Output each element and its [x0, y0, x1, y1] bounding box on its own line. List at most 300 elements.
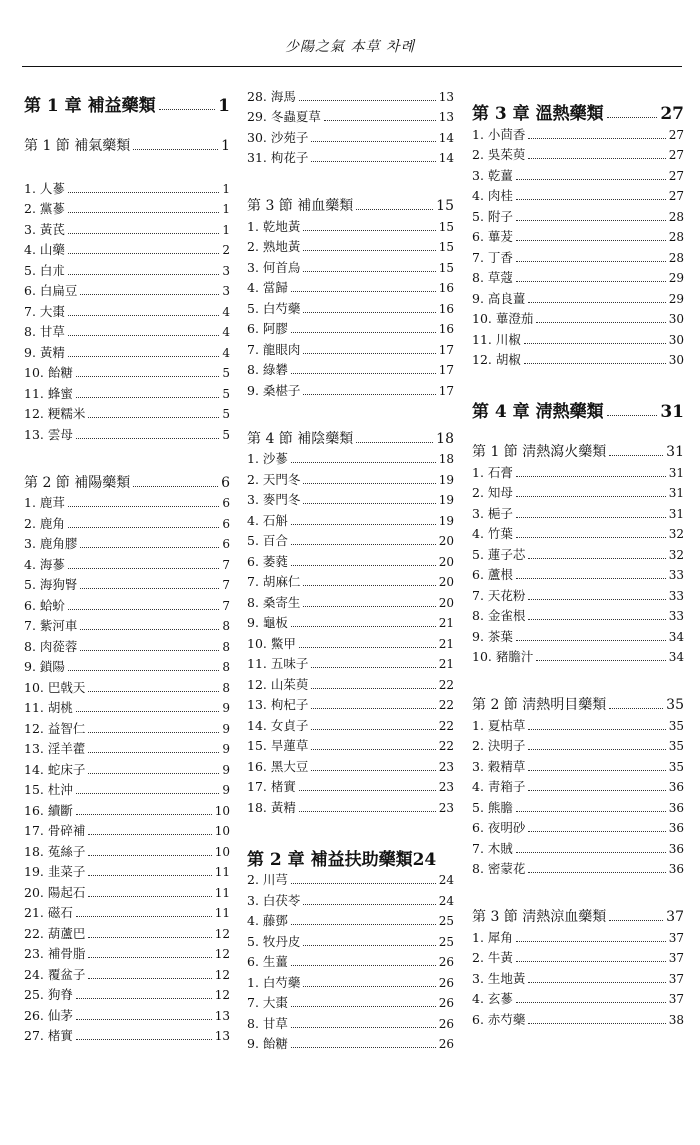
dot-leader — [516, 1002, 666, 1003]
toc-section-heading[interactable]: 第 1 節 補氣藥類 1 — [24, 138, 230, 154]
dot-leader — [291, 332, 436, 333]
toc-entry[interactable] — [24, 614, 230, 635]
toc-entry-page: 17 — [438, 342, 454, 357]
toc-entry[interactable] — [247, 991, 454, 1012]
dot-leader — [303, 353, 435, 354]
toc-entry[interactable] — [24, 511, 230, 532]
toc-entry[interactable] — [24, 491, 230, 512]
toc-entry-label: 2. 知母 — [472, 485, 513, 500]
toc-entry[interactable] — [472, 966, 684, 987]
toc-chapter-heading[interactable]: 第 2 章 補益扶助藥類 24 — [247, 849, 437, 870]
dot-leader — [324, 120, 436, 121]
toc-entry-page: 36 — [668, 821, 684, 835]
toc-entry[interactable] — [247, 775, 454, 796]
toc-entry[interactable] — [24, 402, 230, 423]
toc-entry[interactable] — [247, 734, 454, 755]
toc-entry-page: 13 — [214, 1008, 230, 1023]
toc-entry[interactable] — [472, 204, 684, 225]
dot-leader — [528, 749, 665, 750]
dot-leader — [516, 961, 666, 962]
toc-entry-list — [472, 122, 684, 368]
toc-entry[interactable] — [24, 320, 230, 341]
toc-entry-label: 4. 竹葉 — [472, 526, 513, 541]
dot-leader — [88, 752, 219, 753]
dot-leader — [299, 100, 436, 101]
toc-entry-page: 37 — [668, 951, 684, 965]
dot-leader — [303, 250, 435, 251]
toc-entry[interactable] — [24, 634, 230, 655]
toc-entry-label: 1. 小茴香 — [472, 126, 526, 142]
toc-entry-page: 21 — [438, 657, 454, 671]
toc-entry[interactable] — [24, 675, 230, 696]
dot-leader — [68, 506, 219, 507]
toc-entry[interactable] — [247, 508, 454, 529]
toc-entry[interactable] — [472, 307, 684, 328]
toc-entry-label: 12. 山茱萸 — [247, 676, 309, 692]
toc-entry[interactable] — [472, 163, 684, 184]
dot-leader — [291, 373, 436, 374]
toc-entry-page: 28 — [668, 230, 684, 244]
dot-leader — [68, 274, 219, 275]
toc-entry[interactable] — [472, 816, 684, 837]
dot-leader — [68, 233, 219, 234]
toc-entry-page: 23 — [438, 759, 454, 774]
dot-leader — [311, 770, 435, 771]
toc-entry[interactable] — [247, 590, 454, 611]
toc-entry-page: 15 — [438, 219, 454, 234]
toc-entry[interactable] — [24, 778, 230, 799]
dot-leader — [291, 1047, 436, 1048]
toc-entry-page: 30 — [668, 332, 684, 347]
toc-entry[interactable] — [472, 946, 684, 967]
toc-entry[interactable] — [24, 798, 230, 819]
toc-entry[interactable] — [247, 795, 454, 816]
dot-leader — [68, 315, 219, 316]
toc-entry-page: 1 — [222, 181, 230, 196]
dot-leader — [516, 852, 666, 853]
toc-entry-label: 9. 鎖陽 — [24, 659, 65, 674]
toc-entry-page: 27 — [668, 189, 684, 203]
toc-entry-label: 2. 吳茱萸 — [472, 147, 526, 162]
dot-leader — [311, 708, 435, 709]
toc-entry[interactable] — [24, 593, 230, 614]
toc-entry[interactable] — [24, 716, 230, 737]
toc-entry-page: 23 — [438, 780, 454, 794]
toc-entry-label: 9. 黃精 — [24, 344, 65, 360]
toc-entry[interactable] — [472, 225, 684, 246]
toc-entry-page: 11 — [214, 906, 230, 920]
toc-entry-label: 5. 百合 — [247, 533, 288, 548]
toc-entry[interactable] — [247, 652, 454, 673]
toc-entry-page: 9 — [222, 701, 230, 715]
toc-entry[interactable] — [247, 713, 454, 734]
toc-entry-page: 5 — [222, 407, 230, 421]
toc-entry[interactable] — [24, 422, 230, 443]
toc-entry[interactable] — [247, 358, 454, 379]
toc-entry[interactable] — [472, 645, 684, 666]
toc-entry-list — [247, 868, 454, 1053]
toc-entry-list — [472, 460, 684, 665]
toc-entry-page: 19 — [438, 493, 454, 507]
toc-entry-label: 3. 穀精草 — [472, 758, 526, 774]
toc-entry[interactable] — [472, 604, 684, 625]
dot-leader — [80, 547, 219, 548]
toc-entry-page: 24 — [438, 873, 454, 887]
toc-entry[interactable] — [24, 962, 230, 983]
toc-entry-page: 37 — [668, 930, 684, 945]
toc-entry-label: 5. 蓮子芯 — [472, 546, 526, 562]
toc-entry[interactable] — [472, 1007, 684, 1028]
toc-entry-page: 12 — [214, 988, 230, 1002]
toc-entry[interactable] — [247, 317, 454, 338]
toc-entry-list — [24, 176, 230, 443]
toc-entry[interactable] — [247, 255, 454, 276]
dot-leader — [291, 524, 436, 525]
toc-section-heading[interactable]: 第 2 節 淸熱明目藥類 35 — [472, 697, 684, 713]
toc-entry[interactable] — [24, 942, 230, 963]
toc-entry[interactable] — [247, 1011, 454, 1032]
toc-entry[interactable] — [247, 929, 454, 950]
header-rule — [22, 66, 682, 67]
toc-entry-label: 4. 肉桂 — [472, 188, 513, 203]
toc-entry-page: 4 — [222, 345, 230, 360]
toc-entry-label: 31. 枸花子 — [247, 150, 309, 165]
toc-entry[interactable] — [24, 217, 230, 238]
toc-entry[interactable] — [472, 754, 684, 775]
toc-entry-page: 1 — [222, 222, 230, 237]
dot-leader — [76, 793, 220, 794]
toc-entry[interactable] — [247, 529, 454, 550]
dot-leader — [80, 650, 219, 651]
toc-entry-label: 1. 鹿茸 — [24, 495, 65, 510]
toc-entry[interactable] — [247, 611, 454, 632]
dot-leader — [68, 670, 219, 671]
toc-entry[interactable] — [24, 696, 230, 717]
toc-entry-page: 22 — [438, 739, 454, 753]
toc-entry[interactable] — [24, 819, 230, 840]
toc-entry[interactable] — [247, 970, 454, 991]
toc-entry-label: 17. 楮實 — [247, 779, 296, 794]
toc-entry[interactable] — [472, 266, 684, 287]
dot-leader — [299, 811, 436, 812]
dot-leader — [528, 790, 665, 791]
dot-leader — [88, 855, 211, 856]
toc-entry-label: 3. 鹿角膠 — [24, 536, 78, 551]
toc-entry-page: 18 — [438, 452, 454, 466]
toc-entry[interactable] — [247, 84, 454, 105]
toc-entry[interactable] — [247, 1032, 454, 1053]
toc-entry[interactable] — [247, 146, 454, 167]
toc-entry-label: 9. 高良薑 — [472, 290, 526, 306]
dot-leader — [528, 1023, 665, 1024]
toc-entry-page: 9 — [222, 721, 230, 736]
dot-leader — [88, 896, 211, 897]
toc-entry[interactable] — [247, 909, 454, 930]
toc-entry-page: 31 — [668, 506, 684, 521]
toc-entry[interactable] — [472, 245, 684, 266]
dot-leader — [291, 544, 436, 545]
dot-leader — [528, 558, 665, 559]
toc-entry[interactable] — [472, 481, 684, 502]
toc-entry-label: 7. 胡麻仁 — [247, 574, 301, 589]
dot-leader — [516, 261, 666, 262]
toc-entry-list — [247, 214, 454, 399]
toc-entry[interactable] — [24, 983, 230, 1004]
toc-entry-label: 10. 巴戟天 — [24, 679, 86, 695]
toc-entry-label: 11. 胡桃 — [24, 700, 73, 715]
dot-leader — [528, 619, 665, 620]
toc-entry-label: 13. 枸杞子 — [247, 697, 309, 712]
toc-entry[interactable] — [472, 857, 684, 878]
toc-entry-page: 13 — [438, 110, 454, 124]
toc-entry[interactable] — [247, 488, 454, 509]
toc-entry[interactable] — [472, 583, 684, 604]
toc-entry-label: 4. 當歸 — [247, 280, 288, 295]
toc-entry-label: 8. 金雀根 — [472, 608, 526, 623]
toc-entry-page: 28 — [668, 250, 684, 265]
dot-leader — [291, 291, 436, 292]
toc-entry[interactable] — [472, 734, 684, 755]
toc-entry[interactable] — [247, 125, 454, 146]
toc-entry[interactable] — [247, 378, 454, 399]
dot-leader — [528, 302, 665, 303]
dot-leader — [303, 271, 435, 272]
toc-entry-page: 8 — [222, 619, 230, 633]
toc-entry-label: 13. 淫羊藿 — [24, 741, 86, 756]
toc-entry-page: 5 — [222, 386, 230, 401]
toc-entry-label: 2. 天門冬 — [247, 471, 301, 487]
toc-entry-label: 23. 補骨脂 — [24, 946, 86, 961]
toc-entry[interactable] — [24, 921, 230, 942]
toc-entry[interactable] — [24, 1024, 230, 1045]
toc-entry[interactable] — [472, 563, 684, 584]
toc-entry[interactable] — [247, 950, 454, 971]
toc-entry[interactable] — [24, 1003, 230, 1024]
toc-entry[interactable] — [24, 238, 230, 259]
toc-entry[interactable] — [24, 901, 230, 922]
toc-entry[interactable] — [24, 361, 230, 382]
toc-entry-label: 2. 熟地黃 — [247, 239, 301, 254]
dot-leader — [528, 831, 665, 832]
dot-leader — [516, 220, 666, 221]
toc-entry-label: 29. 冬蟲夏草 — [247, 109, 321, 124]
toc-section-heading[interactable]: 第 2 節 補陽藥類 6 — [24, 474, 230, 491]
toc-entry[interactable] — [247, 868, 454, 889]
toc-entry[interactable] — [472, 501, 684, 522]
toc-entry[interactable] — [24, 176, 230, 197]
toc-entry-label: 3. 生地黃 — [472, 970, 526, 986]
toc-entry-label: 10. 鱉甲 — [247, 635, 296, 651]
toc-entry-label: 2. 鹿角 — [24, 515, 65, 531]
toc-entry-label: 7. 木賊 — [472, 840, 513, 856]
toc-chapter-heading[interactable]: 第 3 章 溫熱藥類 27 — [472, 104, 684, 124]
toc-entry-label: 7. 紫河車 — [24, 618, 78, 633]
toc-entry-page: 25 — [438, 914, 454, 928]
toc-entry-label: 8. 綠礬 — [247, 362, 288, 377]
toc-entry[interactable] — [472, 775, 684, 796]
toc-entry-page: 33 — [668, 609, 684, 623]
toc-entry[interactable] — [247, 447, 454, 468]
toc-entry[interactable] — [472, 542, 684, 563]
toc-entry-page: 3 — [222, 263, 230, 278]
toc-entry[interactable] — [247, 467, 454, 488]
dot-leader — [76, 916, 212, 917]
dot-leader — [303, 312, 435, 313]
toc-entry-label: 6. 白扁豆 — [24, 283, 78, 298]
toc-entry-page: 8 — [222, 639, 230, 654]
toc-chapter-heading[interactable]: 第 1 章 補益藥類 1 — [24, 96, 230, 116]
toc-entry-label: 3. 乾薑 — [472, 167, 513, 183]
toc-entry-page: 4 — [222, 325, 230, 339]
toc-entry[interactable] — [24, 532, 230, 553]
toc-entry-label: 5. 熊膽 — [472, 799, 513, 815]
toc-entry-label: 6. 夜明砂 — [472, 820, 526, 835]
toc-entry-page: 1 — [222, 202, 230, 216]
toc-column-1 — [24, 84, 230, 1044]
toc-entry[interactable] — [247, 105, 454, 126]
toc-entry-label: 12. 粳糯米 — [24, 406, 86, 421]
toc-entry-label: 14. 女貞子 — [247, 717, 309, 733]
dot-leader — [516, 517, 666, 518]
toc-entry[interactable] — [24, 757, 230, 778]
dot-leader — [516, 640, 666, 641]
dot-leader — [528, 158, 665, 159]
dot-leader — [88, 978, 211, 979]
toc-entry-page: 36 — [668, 780, 684, 794]
toc-chapter-heading[interactable]: 第 4 章 淸熱藥類 31 — [472, 402, 684, 422]
toc-entry-label: 1. 夏枯草 — [472, 717, 526, 733]
toc-entry-page: 24 — [438, 893, 454, 908]
toc-entry-label: 16. 續斷 — [24, 802, 73, 818]
dot-leader — [88, 957, 211, 958]
toc-section-heading[interactable]: 第 4 節 補陰藥類 18 — [247, 430, 454, 447]
toc-entry[interactable] — [24, 839, 230, 860]
toc-entry-label: 1. 乾地黃 — [247, 218, 301, 234]
dot-leader — [303, 904, 435, 905]
toc-entry-label: 8. 甘草 — [247, 1015, 288, 1031]
toc-entry-list — [472, 713, 684, 877]
toc-entry-label: 8. 密蒙花 — [472, 861, 526, 876]
toc-entry-label: 8. 桑寄生 — [247, 594, 301, 610]
dot-leader — [303, 606, 435, 607]
toc-entry-label: 1. 石膏 — [472, 464, 513, 480]
dot-leader — [76, 397, 220, 398]
toc-entry[interactable] — [472, 143, 684, 164]
toc-entry[interactable] — [24, 655, 230, 676]
toc-entry[interactable] — [472, 122, 684, 143]
dot-leader — [68, 335, 219, 336]
toc-entry[interactable] — [472, 184, 684, 205]
toc-entry-label: 2. 黨蔘 — [24, 201, 65, 216]
toc-entry[interactable] — [472, 925, 684, 946]
toc-entry-page: 17 — [438, 363, 454, 377]
dot-leader — [311, 729, 435, 730]
toc-entry[interactable] — [247, 214, 454, 235]
toc-entry-page: 15 — [438, 260, 454, 275]
toc-entry[interactable] — [247, 549, 454, 570]
dot-leader — [311, 141, 435, 142]
toc-entry-page: 12 — [214, 967, 230, 982]
dot-leader — [299, 790, 436, 791]
toc-entry[interactable] — [472, 460, 684, 481]
toc-entry[interactable] — [247, 337, 454, 358]
toc-entry[interactable] — [24, 860, 230, 881]
toc-entry[interactable] — [472, 348, 684, 369]
toc-entry[interactable] — [24, 381, 230, 402]
toc-entry[interactable] — [247, 888, 454, 909]
toc-entry[interactable] — [472, 713, 684, 734]
toc-entry[interactable] — [247, 631, 454, 652]
toc-entry[interactable] — [472, 286, 684, 307]
toc-entry[interactable] — [247, 570, 454, 591]
toc-entry-label: 17. 骨碎補 — [24, 823, 86, 838]
toc-entry-label: 4. 藤鄧 — [247, 913, 288, 928]
toc-entry-page: 16 — [438, 322, 454, 336]
toc-section-heading[interactable]: 第 3 節 淸熱涼血藥類 37 — [472, 909, 684, 925]
dot-leader — [291, 1006, 436, 1007]
toc-entry-page: 29 — [668, 271, 684, 285]
toc-entry[interactable] — [472, 327, 684, 348]
toc-entry[interactable] — [247, 296, 454, 317]
toc-section-heading[interactable]: 第 3 節 補血藥類 15 — [247, 198, 454, 214]
toc-entry[interactable] — [24, 258, 230, 279]
toc-entry[interactable] — [24, 737, 230, 758]
toc-entry-page: 19 — [438, 472, 454, 487]
toc-entry-page: 36 — [668, 800, 684, 815]
toc-entry[interactable] — [472, 795, 684, 816]
toc-entry[interactable] — [24, 880, 230, 901]
toc-entry[interactable] — [247, 754, 454, 775]
dot-leader — [516, 199, 666, 200]
toc-entry-label: 13. 雲母 — [24, 426, 73, 442]
toc-entry-label: 3. 白茯苓 — [247, 892, 301, 908]
toc-entry-page: 20 — [438, 554, 454, 569]
toc-entry-label: 5. 牧丹皮 — [247, 933, 301, 949]
toc-entry-page: 29 — [668, 291, 684, 306]
toc-entry-page: 30 — [668, 312, 684, 326]
toc-entry-page: 14 — [438, 130, 454, 145]
toc-entry-page: 16 — [438, 301, 454, 316]
toc-section-heading[interactable]: 第 1 節 淸熱瀉火藥類 31 — [472, 444, 684, 460]
dot-leader — [68, 568, 219, 569]
toc-entry[interactable] — [24, 573, 230, 594]
dot-leader — [76, 438, 220, 439]
toc-entry-page: 10 — [214, 824, 230, 838]
toc-entry[interactable] — [24, 552, 230, 573]
toc-entry[interactable] — [24, 279, 230, 300]
toc-entry-page: 5 — [222, 366, 230, 380]
toc-entry[interactable] — [247, 672, 454, 693]
dot-leader — [88, 417, 219, 418]
toc-entry[interactable] — [472, 987, 684, 1008]
toc-entry[interactable] — [24, 197, 230, 218]
toc-entry[interactable] — [24, 340, 230, 361]
toc-entry[interactable] — [472, 624, 684, 645]
toc-entry[interactable] — [247, 693, 454, 714]
toc-entry[interactable] — [472, 522, 684, 543]
dot-leader — [516, 578, 666, 579]
toc-entry-page: 25 — [438, 934, 454, 949]
toc-entry[interactable] — [247, 276, 454, 297]
toc-entry[interactable] — [472, 836, 684, 857]
toc-entry[interactable] — [247, 235, 454, 256]
dot-leader — [76, 711, 220, 712]
dot-leader — [88, 773, 219, 774]
toc-entry[interactable] — [24, 299, 230, 320]
dot-leader — [88, 732, 219, 733]
toc-entry-page: 12 — [214, 926, 230, 941]
toc-column-3 — [472, 84, 684, 1028]
